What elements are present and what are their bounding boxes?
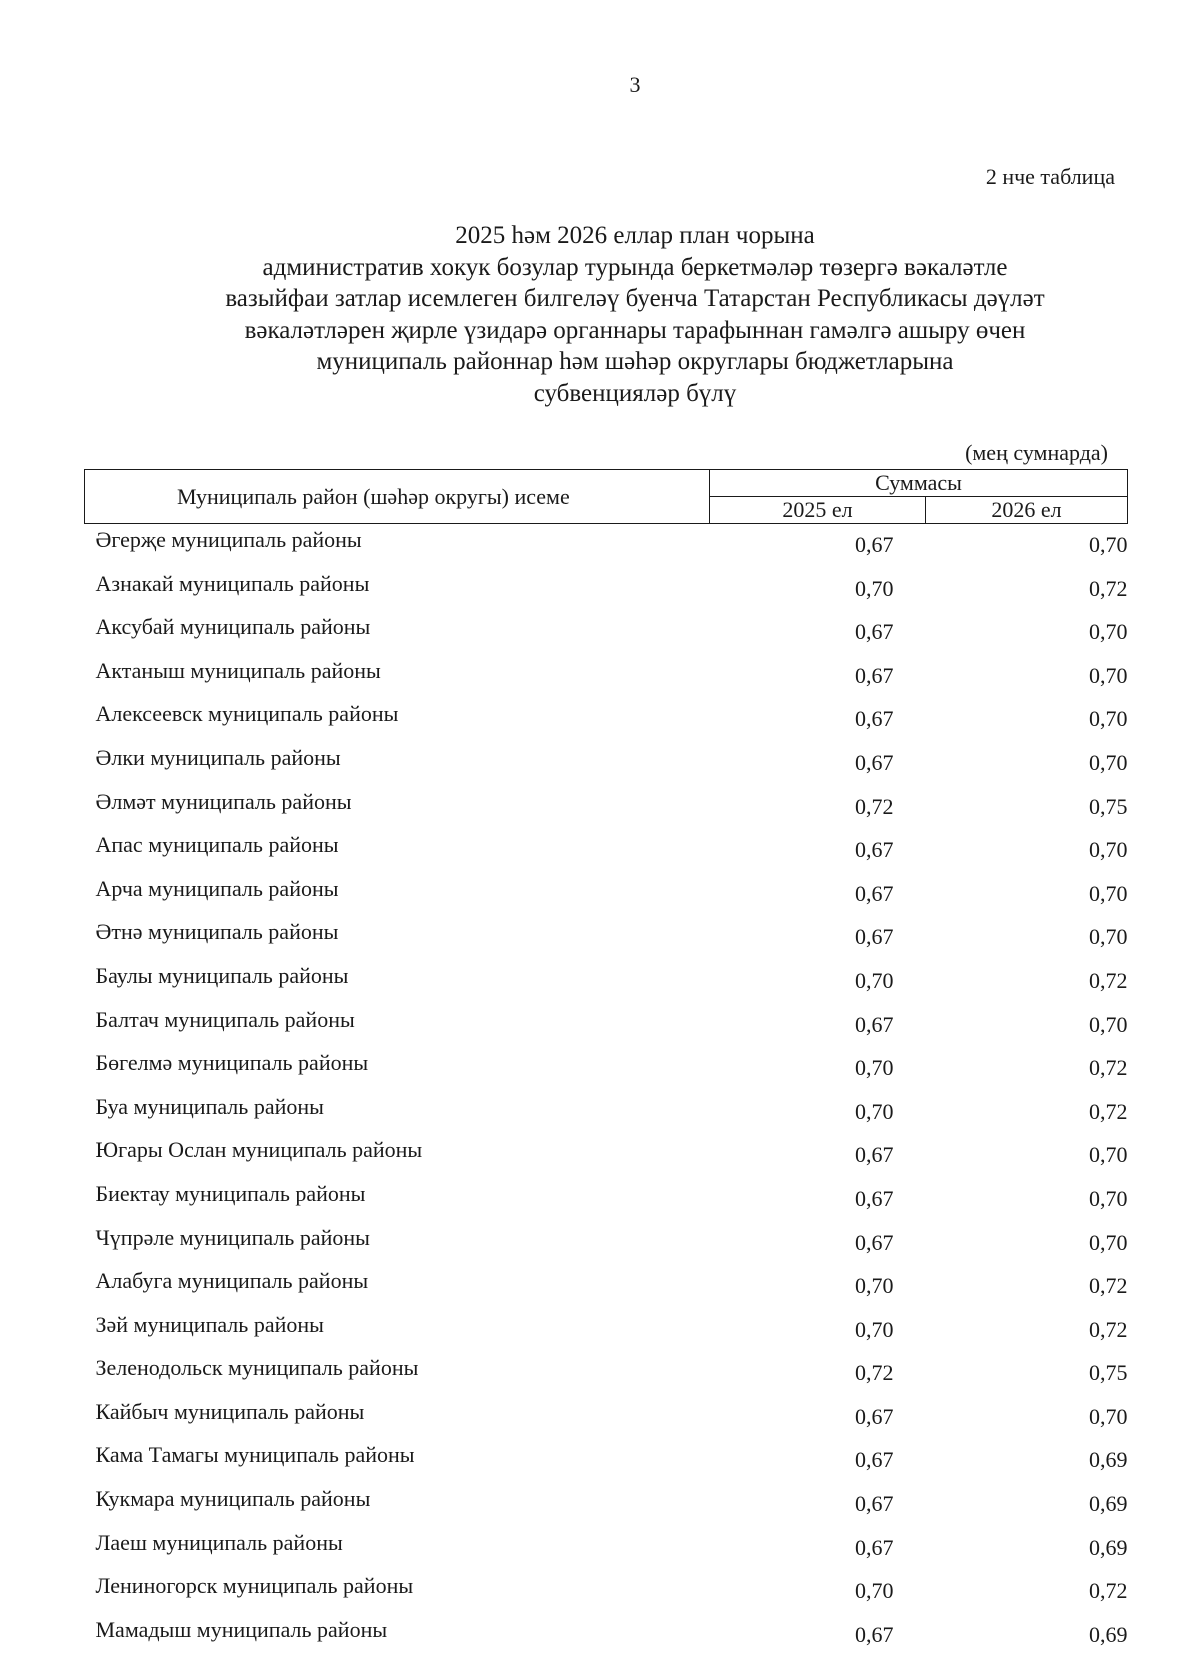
- column-header-2026: 2026 ел: [926, 497, 1128, 524]
- district-name-cell: Әлки муниципаль районы: [85, 742, 710, 786]
- table-body: [85, 524, 1128, 1657]
- value-2025-cell: 0,67: [710, 698, 926, 742]
- column-header-name: Муниципаль район (шәһәр округы) исеме: [85, 470, 710, 524]
- district-name-cell: Актаныш муниципаль районы: [85, 655, 710, 699]
- table-row: [85, 829, 1128, 873]
- table-row: [85, 1352, 1128, 1396]
- table-row: [85, 1527, 1128, 1571]
- value-2025-cell: 0,67: [710, 829, 926, 873]
- value-2025-cell: 0,67: [710, 1178, 926, 1222]
- value-2025-cell: 0,67: [710, 1527, 926, 1571]
- value-2026-cell: 0,70: [926, 698, 1128, 742]
- page-number: 3: [0, 72, 1200, 98]
- value-2026-cell: 0,70: [926, 1134, 1128, 1178]
- district-name-cell: Зәй муниципаль районы: [85, 1309, 710, 1353]
- value-2025-cell: 0,70: [710, 568, 926, 612]
- district-name-cell: Зеленодольск муниципаль районы: [85, 1352, 710, 1396]
- table-row: [85, 873, 1128, 917]
- value-2025-cell: 0,67: [710, 873, 926, 917]
- value-2026-cell: 0,72: [926, 1047, 1128, 1091]
- table-row: [85, 524, 1128, 568]
- value-2026-cell: 0,70: [926, 611, 1128, 655]
- value-2026-cell: 0,69: [926, 1527, 1128, 1571]
- table-row: [85, 655, 1128, 699]
- value-2026-cell: 0,69: [926, 1439, 1128, 1483]
- district-name-cell: Кама Тамагы муниципаль районы: [85, 1439, 710, 1483]
- value-2026-cell: 0,70: [926, 1004, 1128, 1048]
- table-row: [85, 1134, 1128, 1178]
- value-2026-cell: 0,70: [926, 1178, 1128, 1222]
- table-row: [85, 1004, 1128, 1048]
- district-name-cell: Чүпрәле муниципаль районы: [85, 1222, 710, 1266]
- title-line: вазыйфаи затлар исемлеген билгеләү буенча Татарстан Республикасы дәүләт: [120, 283, 1150, 315]
- value-2025-cell: 0,67: [710, 1134, 926, 1178]
- column-header-sum: Суммасы: [710, 470, 1128, 497]
- value-2026-cell: 0,70: [926, 1396, 1128, 1440]
- value-2025-cell: 0,67: [710, 1222, 926, 1266]
- table-row: [85, 1309, 1128, 1353]
- value-2025-cell: 0,72: [710, 1352, 926, 1396]
- value-2025-cell: 0,72: [710, 786, 926, 830]
- district-name-cell: Әлмәт муниципаль районы: [85, 786, 710, 830]
- value-2025-cell: 0,67: [710, 611, 926, 655]
- table-row: [85, 1439, 1128, 1483]
- value-2026-cell: 0,70: [926, 655, 1128, 699]
- district-name-cell: Аксубай муниципаль районы: [85, 611, 710, 655]
- value-2025-cell: 0,67: [710, 1614, 926, 1657]
- value-2026-cell: 0,69: [926, 1483, 1128, 1527]
- table-label: 2 нче таблица: [986, 164, 1115, 190]
- district-name-cell: Биектау муниципаль районы: [85, 1178, 710, 1222]
- district-name-cell: Буа муниципаль районы: [85, 1091, 710, 1135]
- value-2026-cell: 0,72: [926, 1570, 1128, 1614]
- value-2026-cell: 0,72: [926, 568, 1128, 612]
- document-title: [120, 220, 1150, 409]
- district-name-cell: Лаеш муниципаль районы: [85, 1527, 710, 1571]
- district-name-cell: Кукмара муниципаль районы: [85, 1483, 710, 1527]
- district-name-cell: Азнакай муниципаль районы: [85, 568, 710, 612]
- value-2025-cell: 0,70: [710, 1091, 926, 1135]
- table-row: [85, 1396, 1128, 1440]
- district-name-cell: Кайбыч муниципаль районы: [85, 1396, 710, 1440]
- title-line: субвенцияләр бүлү: [120, 378, 1150, 410]
- district-name-cell: Лениногорск муниципаль районы: [85, 1570, 710, 1614]
- table-header: [85, 470, 1128, 524]
- district-name-cell: Баулы муниципаль районы: [85, 960, 710, 1004]
- value-2025-cell: 0,67: [710, 1004, 926, 1048]
- value-2025-cell: 0,70: [710, 1309, 926, 1353]
- value-2026-cell: 0,75: [926, 786, 1128, 830]
- value-2026-cell: 0,70: [926, 873, 1128, 917]
- table-row: [85, 1178, 1128, 1222]
- value-2026-cell: 0,70: [926, 742, 1128, 786]
- value-2026-cell: 0,72: [926, 960, 1128, 1004]
- table-row: [85, 611, 1128, 655]
- table-row: [85, 1483, 1128, 1527]
- value-2026-cell: 0,69: [926, 1614, 1128, 1657]
- value-2025-cell: 0,70: [710, 960, 926, 1004]
- district-name-cell: Арча муниципаль районы: [85, 873, 710, 917]
- value-2026-cell: 0,70: [926, 829, 1128, 873]
- value-2025-cell: 0,67: [710, 1483, 926, 1527]
- district-name-cell: Балтач муниципаль районы: [85, 1004, 710, 1048]
- district-name-cell: Әтнә муниципаль районы: [85, 916, 710, 960]
- value-2025-cell: 0,70: [710, 1047, 926, 1091]
- district-name-cell: Бөгелмә муниципаль районы: [85, 1047, 710, 1091]
- table-row: [85, 1222, 1128, 1266]
- value-2025-cell: 0,70: [710, 1570, 926, 1614]
- value-2025-cell: 0,67: [710, 524, 926, 568]
- value-2026-cell: 0,72: [926, 1309, 1128, 1353]
- title-line: административ хокук бозулар турында беркетмәләр төзергә вәкаләтле: [120, 252, 1150, 284]
- value-2025-cell: 0,67: [710, 916, 926, 960]
- value-2026-cell: 0,72: [926, 1265, 1128, 1309]
- title-line: муниципаль районнар һәм шәһәр округлары бюджетларына: [120, 346, 1150, 378]
- value-2025-cell: 0,70: [710, 1265, 926, 1309]
- title-line: 2025 һәм 2026 еллар план чорына: [120, 220, 1150, 252]
- table-row: [85, 698, 1128, 742]
- district-name-cell: Югары Ослан муниципаль районы: [85, 1134, 710, 1178]
- units-note: (мең сумнарда): [965, 440, 1108, 466]
- table-row: [85, 1265, 1128, 1309]
- value-2025-cell: 0,67: [710, 1396, 926, 1440]
- value-2026-cell: 0,72: [926, 1091, 1128, 1135]
- table-row: [85, 1570, 1128, 1614]
- column-header-2025: 2025 ел: [710, 497, 926, 524]
- table-row: [85, 742, 1128, 786]
- table-row: [85, 1047, 1128, 1091]
- district-name-cell: Әгерҗе муниципаль районы: [85, 524, 710, 568]
- value-2025-cell: 0,67: [710, 742, 926, 786]
- value-2026-cell: 0,75: [926, 1352, 1128, 1396]
- district-name-cell: Апас муниципаль районы: [85, 829, 710, 873]
- table-row: [85, 568, 1128, 612]
- table-row: [85, 916, 1128, 960]
- value-2025-cell: 0,67: [710, 1439, 926, 1483]
- value-2026-cell: 0,70: [926, 1222, 1128, 1266]
- title-line: вәкаләтләрен җирле үзидарә органнары тарафыннан гамәлгә ашыру өчен: [120, 315, 1150, 347]
- district-name-cell: Алабуга муниципаль районы: [85, 1265, 710, 1309]
- table-row: [85, 1091, 1128, 1135]
- table-row: [85, 1614, 1128, 1657]
- table-row: [85, 960, 1128, 1004]
- value-2026-cell: 0,70: [926, 524, 1128, 568]
- value-2026-cell: 0,70: [926, 916, 1128, 960]
- district-name-cell: Мамадыш муниципаль районы: [85, 1614, 710, 1657]
- table-row: [85, 786, 1128, 830]
- district-name-cell: Алексеевск муниципаль районы: [85, 698, 710, 742]
- subvention-table: [84, 469, 1128, 1657]
- value-2025-cell: 0,67: [710, 655, 926, 699]
